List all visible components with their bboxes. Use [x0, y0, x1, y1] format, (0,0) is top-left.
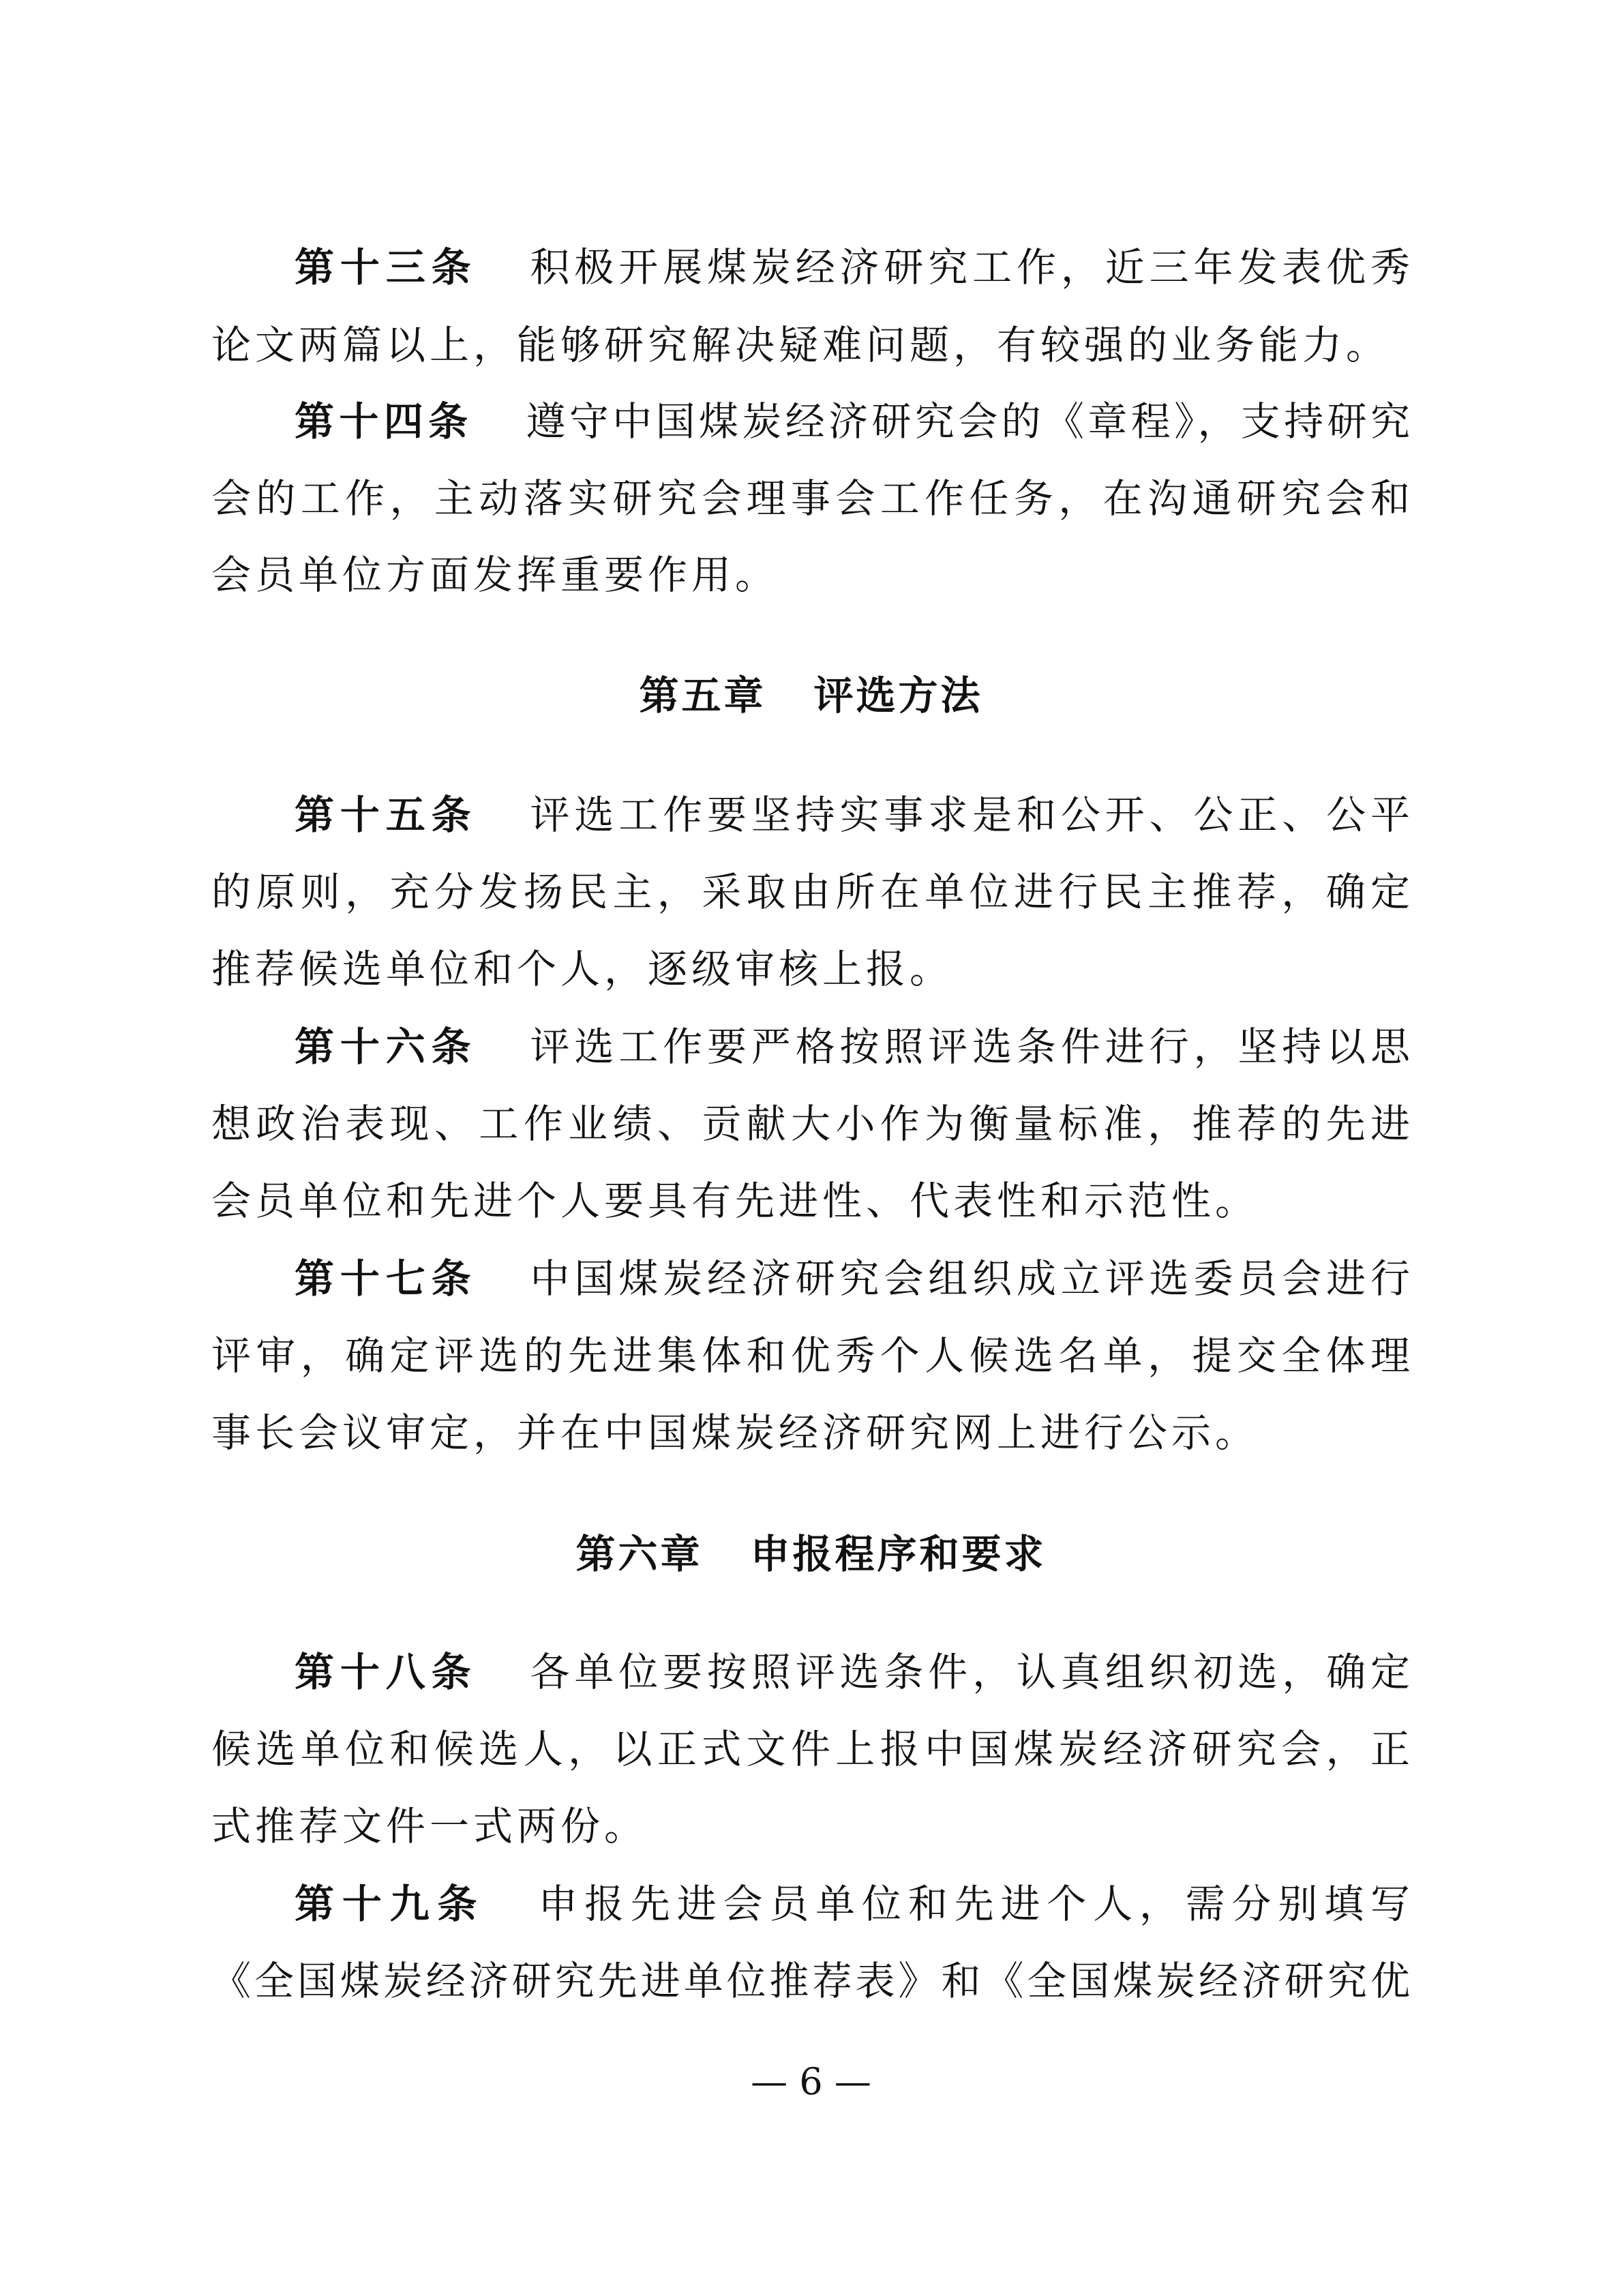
article-18-line-2: 候选单位和候选人，以正式文件上报中国煤炭经济研究会，正	[211, 1726, 1411, 1772]
article-17-text-1: 中国煤炭经济研究会组织成立评选委员会进行	[530, 1255, 1411, 1302]
chapter-6-title: 申报程序和要求	[750, 1531, 1047, 1577]
article-18-line-3: 式推荐文件一式两份。	[211, 1803, 648, 1849]
article-17-line-2: 评审，确定评选的先进集体和优秀个人候选名单，提交全体理	[211, 1332, 1411, 1379]
article-19-line-1	[295, 1877, 1411, 1931]
article-13-text-1: 积极开展煤炭经济研究工作，近三年发表优秀	[530, 244, 1411, 290]
article-16-label: 第十六条	[295, 1024, 477, 1070]
article-18-label: 第十八条	[295, 1649, 477, 1695]
article-14-label: 第十四条	[295, 398, 473, 445]
article-16-text-1: 评选工作要严格按照评选条件进行，坚持以思	[530, 1024, 1411, 1070]
chapter-5-title: 评选方法	[813, 672, 983, 719]
article-13-line-2: 论文两篇以上，能够研究解决疑难问题，有较强的业务能力。	[211, 322, 1390, 368]
chapter-6-heading	[0, 1527, 1622, 1581]
article-14-line-3: 会员单位方面发挥重要作用。	[211, 552, 779, 598]
article-15-line-1	[295, 788, 1411, 842]
article-18-line-1	[295, 1645, 1411, 1699]
chapter-6-number: 第六章	[575, 1531, 703, 1577]
article-17-line-3: 事长会议审定，并在中国煤炭经济研究网上进行公示。	[211, 1410, 1259, 1456]
chapter-5-number: 第五章	[639, 672, 766, 719]
article-19-text-1: 申报先进会员单位和先进个人，需分别填写	[538, 1881, 1411, 1927]
article-19-label: 第十九条	[295, 1881, 485, 1927]
article-17-label: 第十七条	[295, 1255, 477, 1302]
article-15-line-3: 推荐候选单位和个人，逐级审核上报。	[211, 946, 954, 992]
chapter-5-heading	[0, 668, 1622, 723]
article-16-line-2: 想政治表现、工作业绩、贡献大小作为衡量标准，推荐的先进	[211, 1101, 1411, 1147]
article-15-line-2: 的原则，充分发扬民主，采取由所在单位进行民主推荐，确定	[211, 869, 1411, 915]
article-14-text-1: 遵守中国煤炭经济研究会的《章程》，支持研究	[526, 398, 1411, 445]
article-13-line-1	[295, 240, 1411, 295]
article-18-text-1: 各单位要按照评选条件，认真组织初选，确定	[530, 1649, 1411, 1695]
article-15-text-1: 评选工作要坚持实事求是和公开、公正、公平	[530, 792, 1411, 838]
article-14-line-2: 会的工作，主动落实研究会理事会工作任务，在沟通研究会和	[211, 475, 1411, 522]
article-17-line-1	[295, 1251, 1411, 1306]
article-16-line-1	[295, 1019, 1411, 1074]
article-13-label: 第十三条	[295, 244, 477, 290]
article-15-label: 第十五条	[295, 792, 477, 838]
article-19-line-2: 《全国煤炭经济研究先进单位推荐表》和《全国煤炭经济研究优	[211, 1958, 1411, 2004]
article-14-line-1	[295, 394, 1411, 449]
page-number: — 6 —	[751, 2060, 871, 2103]
article-16-line-3: 会员单位和先进个人要具有先进性、代表性和示范性。	[211, 1178, 1259, 1224]
